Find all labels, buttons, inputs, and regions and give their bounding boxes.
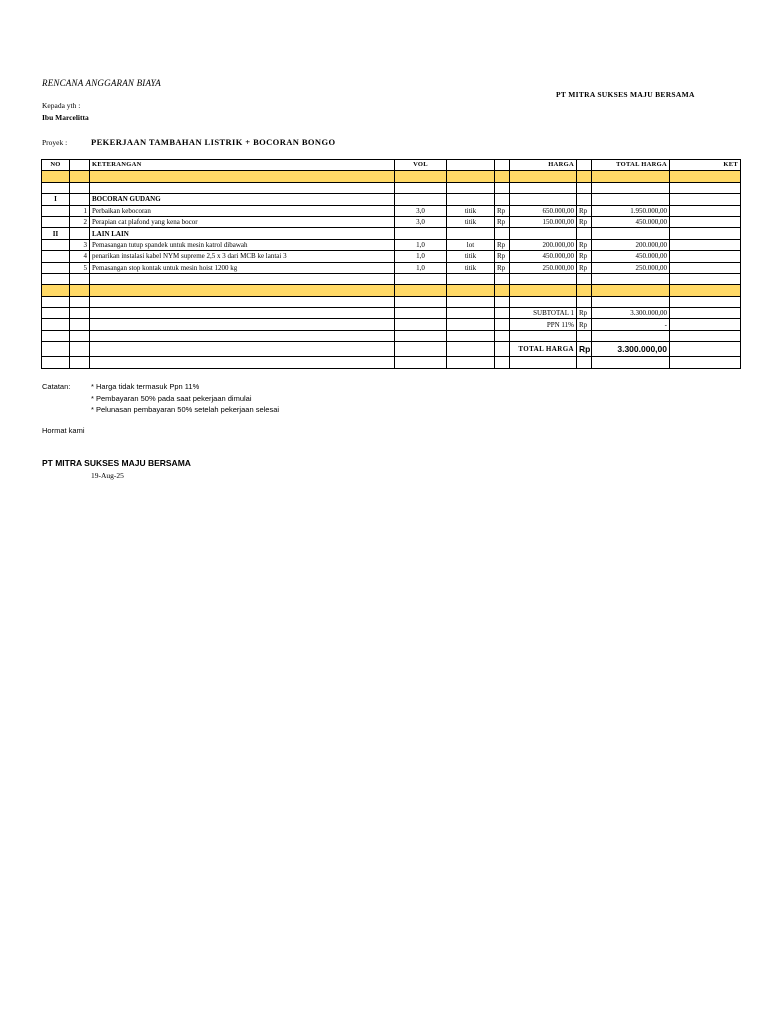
spacer-row [42,182,741,193]
company-name-header: PT MITRA SUKSES MAJU BERSAMA [556,90,695,99]
total-label: TOTAL HARGA [510,342,577,357]
spacer-row-yellow [42,171,741,182]
spacer-row [42,273,741,284]
item-description: Pemasangan tutup spandek untuk mesin katrol dibawah [90,239,395,250]
notes-label: Catatan: [42,382,71,391]
item-unit: lot [447,239,495,250]
item-unit: titik [447,251,495,262]
ppn-currency: Rp [577,319,592,330]
item-total: 450.000,00 [592,216,670,227]
spacer-row [42,296,741,307]
section-number: I [42,194,70,205]
item-price: 150.000,00 [510,216,577,227]
subtotal-value: 3.300.000,00 [592,308,670,319]
item-number: 3 [70,239,90,250]
item-currency: Rp [495,239,510,250]
total-currency: Rp [577,342,592,357]
item-volume: 1,0 [395,262,447,273]
item-volume: 3,0 [395,205,447,216]
item-total-currency: Rp [577,205,592,216]
item-number: 5 [70,262,90,273]
section-number: II [42,228,70,239]
item-total: 1.950.000,00 [592,205,670,216]
item-number: 4 [70,251,90,262]
table-header-row [42,160,741,171]
header-total: TOTAL HARGA [592,160,670,171]
table-row [42,205,741,216]
item-description: Perapian cat plafond yang kena bocor [90,216,395,227]
item-volume: 3,0 [395,216,447,227]
header-price: HARGA [510,160,577,171]
item-unit: titik [447,216,495,227]
header-no: NO [42,160,70,171]
section-title: LAIN LAIN [90,228,395,239]
item-description: Pemasangan stop kontak untuk mesin hoist 1200 kg [90,262,395,273]
item-currency: Rp [495,216,510,227]
company-name-footer: PT MITRA SUKSES MAJU BERSAMA [42,458,191,468]
section-title: BOCORAN GUDANG [90,194,395,205]
note-item: * Pelunasan pembayaran 50% setelah pekerjaan selesai [91,405,280,414]
ppn-value: - [592,319,670,330]
spacer-row [42,357,741,368]
item-description: Perbaikan kebocoran [90,205,395,216]
item-price: 450.000,00 [510,251,577,262]
ppn-label: PPN 11% [510,319,577,330]
item-currency: Rp [495,205,510,216]
item-volume: 1,0 [395,239,447,250]
table-row [42,216,741,227]
spacer-row [42,330,741,341]
table-row [42,262,741,273]
item-currency: Rp [495,251,510,262]
item-total-currency: Rp [577,239,592,250]
item-description: penarikan instalasi kabel NYM supreme 2,5 x 3 dari MCB ke lantai 3 [90,251,395,262]
budget-table [41,159,741,369]
item-number: 1 [70,205,90,216]
item-total: 250.000,00 [592,262,670,273]
closing-regards: Hormat kami [42,426,85,435]
recipient-label: Kepada yth : [42,101,81,110]
subtotal-row [42,308,741,319]
item-price: 250.000,00 [510,262,577,273]
total-row [42,342,741,357]
item-price: 650.000,00 [510,205,577,216]
item-total: 200.000,00 [592,239,670,250]
header-description: KETERANGAN [90,160,395,171]
subtotal-label: SUBTOTAL 1 [510,308,577,319]
item-number: 2 [70,216,90,227]
header-volume: VOL [395,160,447,171]
document-title: RENCANA ANGGARAN BIAYA [42,78,161,88]
item-total-currency: Rp [577,216,592,227]
item-volume: 1,0 [395,251,447,262]
project-name: PEKERJAAN TAMBAHAN LISTRIK + BOCORAN BONGO [91,137,336,147]
section-row [42,194,741,205]
item-price: 200.000,00 [510,239,577,250]
header-note: KET [670,160,741,171]
note-item: * Harga tidak termasuk Ppn 11% [91,382,200,391]
spacer-row-yellow [42,285,741,296]
table-row [42,251,741,262]
recipient-name: Ibu Marcelitta [42,113,89,122]
item-total-currency: Rp [577,262,592,273]
project-label: Proyek : [42,138,68,147]
item-currency: Rp [495,262,510,273]
document-date: 19-Aug-25 [91,471,124,480]
table-row [42,239,741,250]
item-total-currency: Rp [577,251,592,262]
section-row [42,228,741,239]
item-unit: titik [447,262,495,273]
item-total: 450.000,00 [592,251,670,262]
subtotal-currency: Rp [577,308,592,319]
ppn-row [42,319,741,330]
note-item: * Pembayaran 50% pada saat pekerjaan dimulai [91,394,252,403]
total-value: 3.300.000,00 [592,342,670,357]
item-unit: titik [447,205,495,216]
